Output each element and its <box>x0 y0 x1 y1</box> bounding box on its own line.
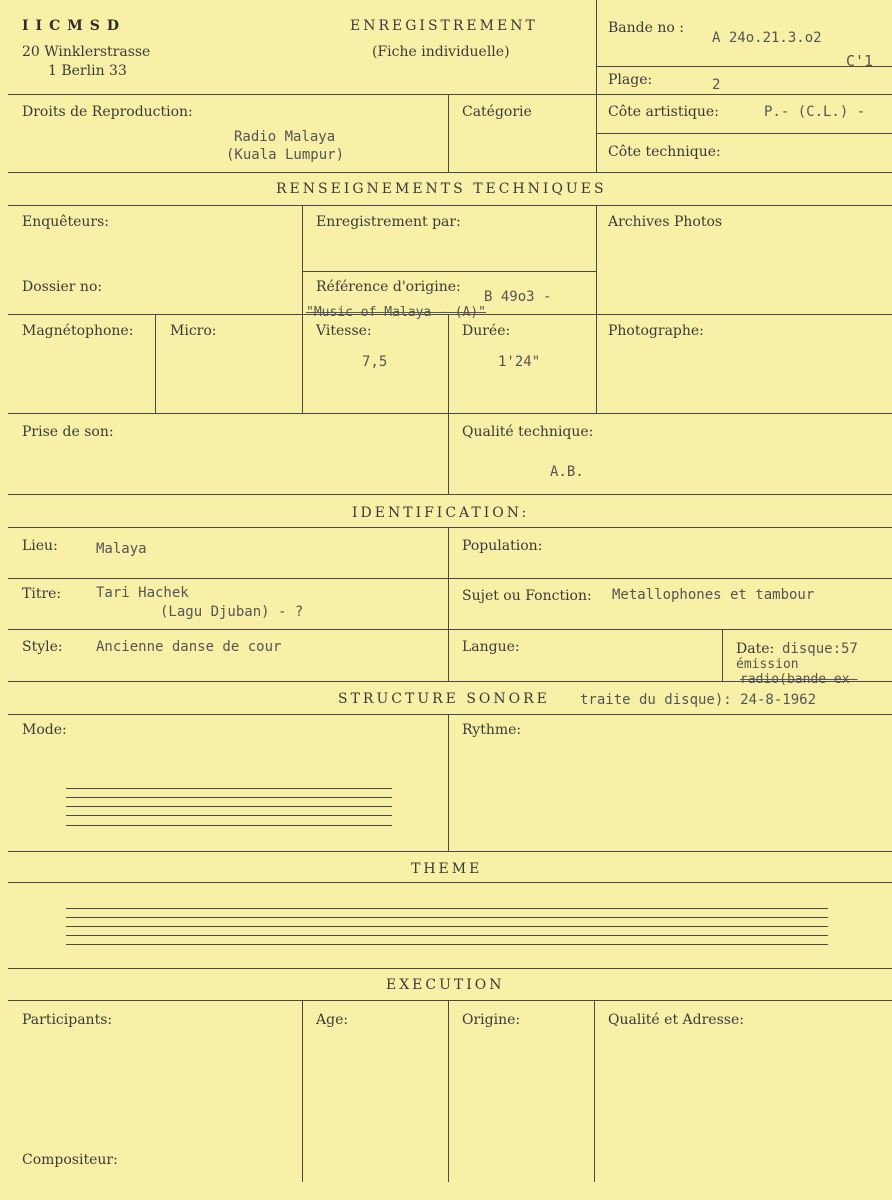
archives-label: Archives Photos <box>608 214 723 230</box>
duree-value: 1'24" <box>498 354 541 370</box>
sujet-value: Metallophones et tambour <box>612 587 815 603</box>
bande-label: Bande no : <box>608 20 684 36</box>
bande-note: C'1 <box>846 52 874 70</box>
staff-line <box>66 926 828 927</box>
date-value-4: traite du disque): 24-8-1962 <box>580 692 817 708</box>
structure-heading: STRUCTURE SONORE <box>338 691 550 707</box>
rule <box>722 629 723 681</box>
rule <box>8 968 892 969</box>
rule <box>8 205 892 206</box>
rule <box>155 314 156 413</box>
rule <box>8 494 892 495</box>
rule <box>448 94 449 172</box>
enregistrement-par-label: Enregistrement par: <box>316 214 461 230</box>
staff-line <box>66 825 392 826</box>
rule <box>8 714 892 715</box>
rule <box>8 94 892 95</box>
age-label: Age: <box>316 1012 349 1028</box>
titre-value-2: (Lagu Djuban) - ? <box>160 604 304 620</box>
micro-label: Micro: <box>170 323 217 339</box>
rule <box>8 882 892 883</box>
photographe-label: Photographe: <box>608 323 704 339</box>
rule <box>448 1000 449 1182</box>
qualite-adresse-label: Qualité et Adresse: <box>608 1012 744 1028</box>
rule <box>8 851 892 852</box>
categorie-label: Catégorie <box>462 104 532 120</box>
date-value-3: radio(bande ex- <box>740 672 858 687</box>
form-subtitle: (Fiche individuelle) <box>372 44 510 60</box>
lieu-label: Lieu: <box>22 538 58 554</box>
rythme-label: Rythme: <box>462 722 522 738</box>
magnetophone-label: Magnétophone: <box>22 323 134 339</box>
rule <box>8 1000 892 1001</box>
rule <box>596 205 597 413</box>
titre-value-1: Tari Hachek <box>96 585 189 601</box>
theme-heading: THEME <box>411 861 483 877</box>
staff-line <box>66 935 828 936</box>
population-label: Population: <box>462 538 543 554</box>
staff-line <box>66 788 392 789</box>
lieu-value: Malaya <box>96 541 147 557</box>
address-line-2: 1 Berlin 33 <box>48 63 127 79</box>
compositeur-label: Compositeur: <box>22 1152 118 1168</box>
enqueteurs-label: Enquêteurs: <box>22 214 110 230</box>
qualite-technique-label: Qualité technique: <box>462 424 594 440</box>
date-value-1: disque:57 <box>782 641 858 657</box>
style-label: Style: <box>22 639 63 655</box>
reference-value-2: "Music of Malaya - (A)" <box>306 305 487 320</box>
rule <box>596 0 597 172</box>
vitesse-value: 7,5 <box>362 354 388 370</box>
staff-line <box>66 797 392 798</box>
staff-line <box>66 908 828 909</box>
langue-label: Langue: <box>462 639 520 655</box>
date-value-2: émission <box>736 657 799 672</box>
rule <box>594 1000 595 1182</box>
qualite-technique-value: A.B. <box>550 464 584 480</box>
staff-line <box>66 944 828 945</box>
rule <box>8 413 892 414</box>
plage-label: Plage: <box>608 72 653 88</box>
org-logo: IICMSD <box>22 18 126 34</box>
rule <box>8 527 892 528</box>
form-title: ENREGISTREMENT <box>350 18 538 34</box>
rule <box>302 205 303 413</box>
rule <box>8 578 892 579</box>
rule <box>302 271 596 272</box>
sujet-label: Sujet ou Fonction: <box>462 588 592 604</box>
reference-value: B 49o3 - <box>484 289 552 305</box>
droits-value-1: Radio Malaya <box>234 129 336 145</box>
plage-value: 2 <box>712 77 721 93</box>
bande-value: A 24o.21.3.o2 <box>712 30 822 46</box>
mode-label: Mode: <box>22 722 67 738</box>
cote-artistique-label: Côte artistique: <box>608 104 719 120</box>
participants-label: Participants: <box>22 1012 113 1028</box>
rule <box>8 172 892 173</box>
rule <box>448 314 449 494</box>
dossier-label: Dossier no: <box>22 279 103 295</box>
identification-heading: IDENTIFICATION: <box>352 505 530 521</box>
execution-heading: EXECUTION <box>386 977 505 993</box>
droits-value-2: (Kuala Lumpur) <box>226 147 345 163</box>
reference-label: Référence d'origine: <box>316 279 461 295</box>
rule <box>302 1000 303 1182</box>
technical-heading: RENSEIGNEMENTS TECHNIQUES <box>276 181 607 197</box>
rule <box>596 133 892 134</box>
rule <box>8 629 892 630</box>
staff-line <box>66 815 392 816</box>
rule <box>448 714 449 851</box>
cote-technique-label: Côte technique: <box>608 144 721 160</box>
prise-de-son-label: Prise de son: <box>22 424 114 440</box>
cote-artistique-value: P.- (C.L.) - <box>764 104 866 120</box>
droits-label: Droits de Reproduction: <box>22 104 193 120</box>
titre-label: Titre: <box>22 586 62 602</box>
staff-line <box>66 806 392 807</box>
staff-line <box>66 917 828 918</box>
date-label: Date: <box>736 641 775 657</box>
style-value: Ancienne danse de cour <box>96 639 282 655</box>
vitesse-label: Vitesse: <box>316 323 372 339</box>
duree-label: Durée: <box>462 323 511 339</box>
origine-label: Origine: <box>462 1012 521 1028</box>
rule <box>448 527 449 681</box>
address-line-1: 20 Winklerstrasse <box>22 44 151 60</box>
